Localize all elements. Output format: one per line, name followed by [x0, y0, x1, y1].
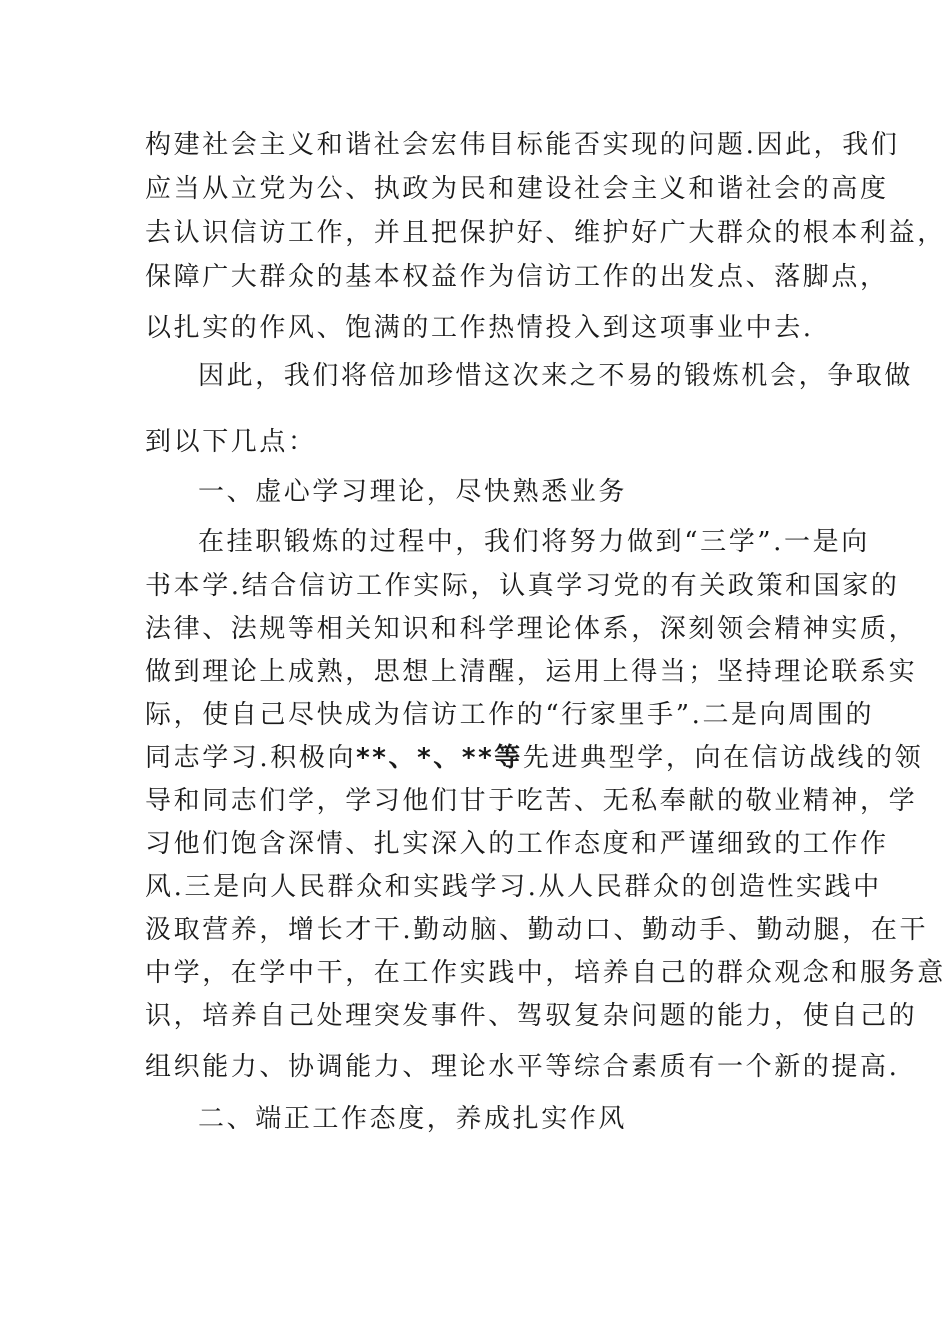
paragraph-line: 导和同志们学，学习他们甘于吃苦、无私奉献的敬业精神，学 — [145, 786, 918, 816]
paragraph-line: 应当从立党为公、执政为民和建设社会主义和谐社会的高度 — [145, 174, 889, 204]
line-text: 同志学习.积极向 — [145, 743, 357, 773]
paragraph-line: 以扎实的作风、饱满的工作热情投入到这项事业中去. — [145, 313, 814, 343]
paragraph-line: 做到理论上成熟，思想上清醒，运用上得当；坚持理论联系实 — [145, 657, 918, 687]
paragraph-line: 习他们饱含深情、扎实深入的工作态度和严谨细致的工作作 — [145, 829, 889, 859]
redacted-names: **、*、**等 — [356, 743, 523, 773]
paragraph-line: 法律、法规等相关知识和科学理论体系，深刻领会精神实质， — [145, 614, 918, 644]
paragraph-line: 保障广大群众的基本权益作为信访工作的出发点、落脚点， — [145, 262, 889, 292]
paragraph-line: 因此，我们将倍加珍惜这次来之不易的锻炼机会，争取做 — [198, 361, 914, 391]
paragraph-line: 去认识信访工作，并且把保护好、维护好广大群众的根本利益， — [145, 218, 946, 248]
paragraph-line: 在挂职锻炼的过程中，我们将努力做到“三学”.一是向 — [198, 527, 870, 557]
paragraph-line: 到以下几点： — [145, 427, 317, 457]
paragraph-line: 汲取营养，增长才干.勤动脑、勤动口、勤动手、勤动腿，在干 — [145, 915, 929, 945]
paragraph-line: 际，使自己尽快成为信访工作的“行家里手”.二是向周围的 — [145, 700, 875, 730]
paragraph-line — [145, 743, 924, 773]
paragraph-line: 构建社会主义和谐社会宏伟目标能否实现的问题.因此，我们 — [145, 130, 900, 160]
paragraph-line: 组织能力、协调能力、理论水平等综合素质有一个新的提高. — [145, 1052, 900, 1082]
line-text: 先进典型学，向在信访战线的领 — [522, 743, 924, 773]
section-heading-1: 一、虚心学习理论，尽快熟悉业务 — [198, 477, 628, 507]
paragraph-line: 风.三是向人民群众和实践学习.从人民群众的创造性实践中 — [145, 872, 882, 902]
section-heading-2: 二、端正工作态度，养成扎实作风 — [198, 1104, 628, 1134]
paragraph-line: 识，培养自己处理突发事件、驾驭复杂问题的能力，使自己的 — [145, 1001, 918, 1031]
paragraph-line: 中学，在学中干，在工作实践中，培养自己的群众观念和服务意 — [145, 958, 946, 988]
paragraph-line: 书本学.结合信访工作实际，认真学习党的有关政策和国家的 — [145, 571, 900, 601]
